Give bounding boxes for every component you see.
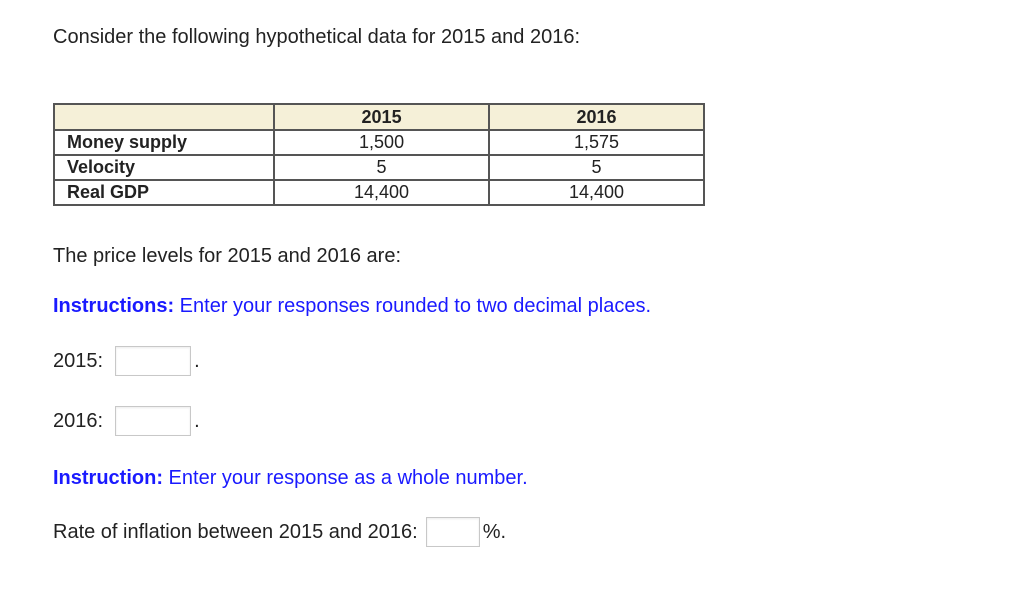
table-header-blank [54, 104, 274, 130]
instruction-rounding-label: Instructions: [53, 295, 175, 317]
row-label-velocity: Velocity [54, 155, 274, 180]
table-row [54, 130, 704, 155]
price-levels-prompt: The price levels for 2015 and 2016 are: [53, 245, 401, 267]
instruction-whole-number-text: Enter your response as a whole number. [163, 467, 528, 489]
cell-real-gdp-2015: 14,400 [274, 180, 489, 205]
price-level-2016-input[interactable] [115, 406, 191, 436]
answer-suffix-2016: . [194, 409, 200, 432]
instruction-rounding [53, 295, 651, 318]
inflation-suffix: %. [482, 520, 507, 543]
table-header-row [54, 104, 704, 130]
cell-velocity-2016: 5 [489, 155, 704, 180]
answer-label-2015: 2015: [53, 349, 104, 372]
question-intro: Consider the following hypothetical data for 2015 and 2016: [53, 26, 581, 48]
answer-label-2016: 2016: [53, 409, 104, 432]
cell-money-supply-2016: 1,575 [489, 130, 704, 155]
answer-row-inflation [53, 517, 506, 547]
instruction-rounding-text: Enter your responses rounded to two decimal places. [174, 295, 652, 317]
cell-velocity-2015: 5 [274, 155, 489, 180]
table-header-2015: 2015 [274, 104, 489, 130]
answer-row-2016 [53, 406, 200, 436]
cell-real-gdp-2016: 14,400 [489, 180, 704, 205]
table-row [54, 155, 704, 180]
answer-row-2015 [53, 346, 200, 376]
inflation-rate-input[interactable] [426, 517, 480, 547]
table-row [54, 180, 704, 205]
instruction-whole-number [53, 467, 528, 490]
table-header-2016: 2016 [489, 104, 704, 130]
inflation-label: Rate of inflation between 2015 and 2016: [53, 520, 418, 543]
row-label-money-supply: Money supply [54, 130, 274, 155]
instruction-whole-number-label: Instruction: [53, 467, 163, 489]
row-label-real-gdp: Real GDP [54, 180, 274, 205]
cell-money-supply-2015: 1,500 [274, 130, 489, 155]
price-level-2015-input[interactable] [115, 346, 191, 376]
data-table [53, 103, 705, 206]
answer-suffix-2015: . [194, 349, 200, 372]
